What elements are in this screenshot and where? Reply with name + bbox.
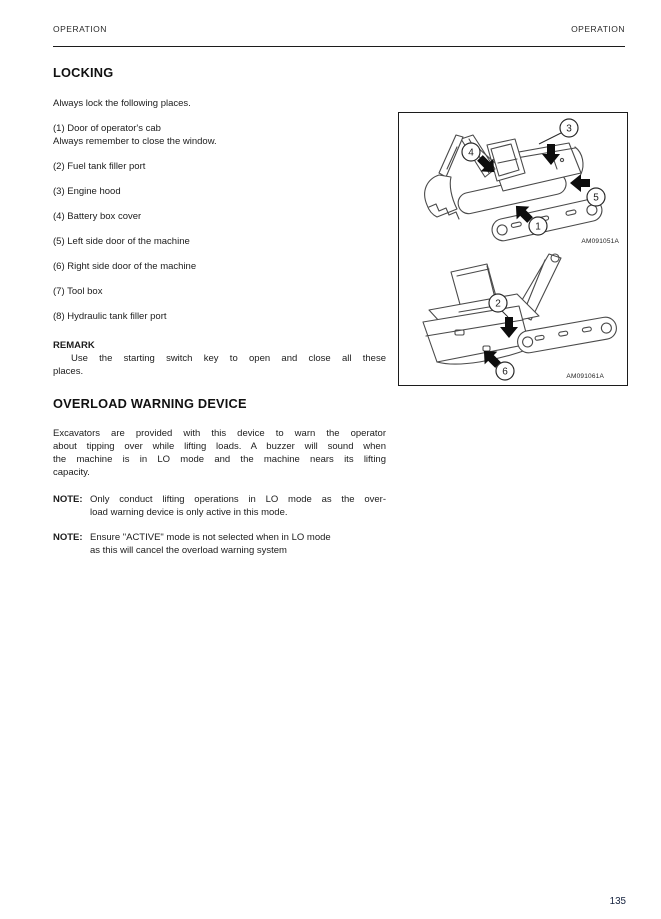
note-1 xyxy=(53,493,386,519)
page-number: 135 xyxy=(609,896,626,907)
note-1-label: NOTE: xyxy=(53,494,83,505)
locking-item-1 xyxy=(53,122,386,148)
note-2 xyxy=(53,531,386,557)
note-2-label: NOTE: xyxy=(53,532,83,543)
remark-block xyxy=(53,339,386,378)
excavator-illustration-bottom xyxy=(399,250,626,385)
figure-code-bottom: AM091061A xyxy=(566,373,604,380)
svg-text:1: 1 xyxy=(535,221,541,233)
locking-item-8: (8) Hydraulic tank filler port xyxy=(53,311,167,322)
locking-item-1-line-1: (1) Door of operator's cab xyxy=(53,123,161,134)
header-right: OPERATION xyxy=(571,24,625,34)
remark-title: REMARK xyxy=(53,340,95,351)
note-1-body xyxy=(90,493,386,519)
arm xyxy=(439,135,463,177)
note-1-line-2: load warning device is only active in this mode. xyxy=(90,507,288,518)
header-rule xyxy=(53,46,625,47)
content-column xyxy=(53,60,386,557)
note-2-line-1: Ensure "ACTIVE" mode is not selected when in LO mode xyxy=(90,532,331,543)
callout-5 xyxy=(570,174,605,206)
svg-text:6: 6 xyxy=(502,366,508,378)
locking-item-3: (3) Engine hood xyxy=(53,186,121,197)
header-left: OPERATION xyxy=(53,24,107,34)
figure-box xyxy=(398,112,628,386)
remark-line-1: Use the starting switch key to open and close all these xyxy=(71,353,386,364)
locking-item-5: (5) Left side door of the machine xyxy=(53,236,190,247)
note-2-line-2: as this will cancel the overload warning system xyxy=(90,545,287,556)
section-title-locking: LOCKING xyxy=(53,65,114,80)
excavator-illustration-top xyxy=(399,113,626,250)
note-1-line-1: Only conduct lifting operations in LO mode as the over- xyxy=(90,494,386,505)
svg-text:3: 3 xyxy=(566,123,572,135)
note-2-body xyxy=(90,531,386,557)
arrow-left-icon xyxy=(570,174,590,192)
locking-item-4: (4) Battery box cover xyxy=(53,211,142,222)
locking-intro: Always lock the following places. xyxy=(53,98,191,109)
locking-item-7: (7) Tool box xyxy=(53,286,103,297)
locking-item-1-line-2: Always remember to close the window. xyxy=(53,136,217,147)
svg-text:5: 5 xyxy=(593,192,599,204)
overload-paragraph xyxy=(53,427,386,479)
figure-code-top: AM091051A xyxy=(581,238,619,245)
remark-line-2: places. xyxy=(53,366,84,377)
overload-paragraph-line-4: capacity. xyxy=(53,467,90,478)
svg-text:2: 2 xyxy=(495,298,501,310)
svg-text:4: 4 xyxy=(468,147,474,159)
overload-paragraph-line-3: the machine is in LO mode and the machine nears its lifting xyxy=(53,454,386,465)
locking-item-6: (6) Right side door of the machine xyxy=(53,261,197,272)
locking-item-2: (2) Fuel tank filler port xyxy=(53,161,146,172)
overload-paragraph-line-2: about tipping over while lifting loads. A buzzer will sound when xyxy=(53,441,386,452)
section-title-overload: OVERLOAD WARNING DEVICE xyxy=(53,396,247,411)
overload-paragraph-line-1: Excavators are provided with this device to warn the operator xyxy=(53,428,386,439)
